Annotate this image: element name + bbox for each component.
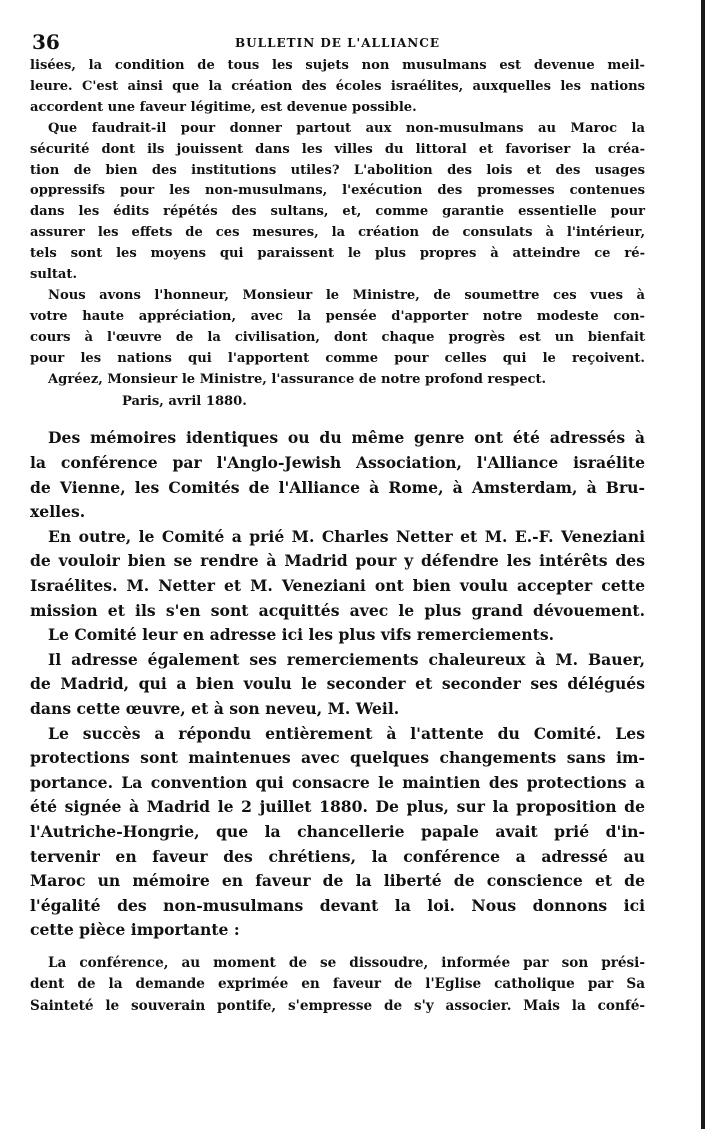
running-title: BULLETIN DE L'ALLIANCE xyxy=(235,36,440,50)
text-line: l'Autriche-Hongrie, que la chancellerie papale avait prié d'in- xyxy=(30,821,645,841)
text-line: dans cette œuvre, et à son neveu, M. Weil. xyxy=(30,698,400,718)
page-number: 36 xyxy=(32,30,60,54)
text-line: Le succès a répondu entièrement à l'attente du Comité. Les xyxy=(48,723,645,743)
text-line: de vouloir bien se rendre à Madrid pour y défendre les intérêts des xyxy=(30,551,645,571)
quoted-document-block xyxy=(30,953,645,1017)
text-line: cette pièce importante : xyxy=(30,920,240,940)
text-line: Il adresse également ses remerciements chaleureux à M. Bauer, xyxy=(48,649,645,669)
text-line: sécurité dont ils jouissent dans les villes du littoral et favoriser la créa- xyxy=(30,141,645,157)
text-line: oppressifs pour les non-musulmans, l'exécution des promesses contenues xyxy=(30,183,645,199)
text-line: La conférence, au moment de se dissoudre, informée par son prési- xyxy=(48,954,645,971)
text-line: mission et ils s'en sont acquittés avec le plus grand dévouement. xyxy=(30,600,645,620)
page-header xyxy=(30,28,645,56)
text-line: votre haute appréciation, avec la pensée d'apporter notre modeste con- xyxy=(30,308,645,324)
text-line: Sainteté le souverain pontife, s'empresse de s'y associer. Mais la confé- xyxy=(30,997,645,1014)
text-line: Agréez, Monsieur le Ministre, l'assurance de notre profond respect. xyxy=(48,371,547,387)
text-line: Que faudrait-il pour donner partout aux non-musulmans au Maroc la xyxy=(48,120,645,136)
text-line: tervenir en faveur des chrétiens, la conférence a adressé au xyxy=(30,846,645,866)
text-line: de Vienne, les Comités de l'Alliance à Rome, à Amsterdam, à Bru- xyxy=(30,477,645,497)
letter-text-block xyxy=(30,56,645,412)
text-line: l'égalité des non-musulmans devant la loi. Nous donnons ici xyxy=(30,895,645,915)
text-line: pour les nations qui l'apportent comme pour celles qui le reçoivent. xyxy=(30,350,645,366)
scan-edge-shadow xyxy=(701,0,705,1129)
text-line: tels sont les moyens qui paraissent le plus propres à atteindre ce ré- xyxy=(30,246,645,262)
text-line: Des mémoires identiques ou du même genre ont été adressés à xyxy=(48,428,645,448)
text-line: lisées, la condition de tous les sujets non musulmans est devenue meil- xyxy=(30,58,645,73)
text-line: portance. La convention qui consacre le maintien des protections a xyxy=(30,772,645,792)
text-line: la conférence par l'Anglo-Jewish Association, l'Alliance israélite xyxy=(30,453,645,472)
text-line: tion de bien des institutions utiles? L'abolition des lois et des usages xyxy=(30,162,645,178)
text-line: dans les édits répétés des sultans, et, comme garantie essentielle pour xyxy=(30,204,645,220)
text-line: été signée à Madrid le 2 juillet 1880. De plus, sur la proposition de xyxy=(30,797,645,817)
text-line: assurer les effets de ces mesures, la création de consulats à l'intérieur, xyxy=(30,225,645,241)
text-line: de Madrid, qui a bien voulu le seconder et seconder ses délégués xyxy=(30,674,645,694)
report-text-block xyxy=(30,426,645,942)
page xyxy=(30,28,645,1017)
text-line: xelles. xyxy=(30,502,86,522)
text-line: cours à l'œuvre de la civilisation, dont chaque progrès est un bienfait xyxy=(30,329,645,345)
text-line: Maroc un mémoire en faveur de la liberté de conscience et de xyxy=(30,871,645,891)
text-line: Israélites. M. Netter et M. Veneziani ont bien voulu accepter cette xyxy=(30,575,645,595)
text-line: accordent une faveur légitime, est devenue possible. xyxy=(30,99,417,115)
text-line: sultat. xyxy=(30,267,78,283)
text-line: Le Comité leur en adresse ici les plus vifs remerciements. xyxy=(48,625,555,645)
text-line: leure. C'est ainsi que la création des écoles israélites, auxquelles les nations xyxy=(30,78,645,94)
text-line: En outre, le Comité a prié M. Charles Netter et M. E.-F. Veneziani xyxy=(48,526,645,546)
text-line: dent de la demande exprimée en faveur de l'Eglise catholique par Sa xyxy=(30,976,645,993)
place-date: Paris, avril 1880. xyxy=(122,393,247,409)
text-line: protections sont maintenues avec quelques changements sans im- xyxy=(30,748,645,768)
text-line: Nous avons l'honneur, Monsieur le Ministre, de soumettre ces vues à xyxy=(48,287,645,303)
